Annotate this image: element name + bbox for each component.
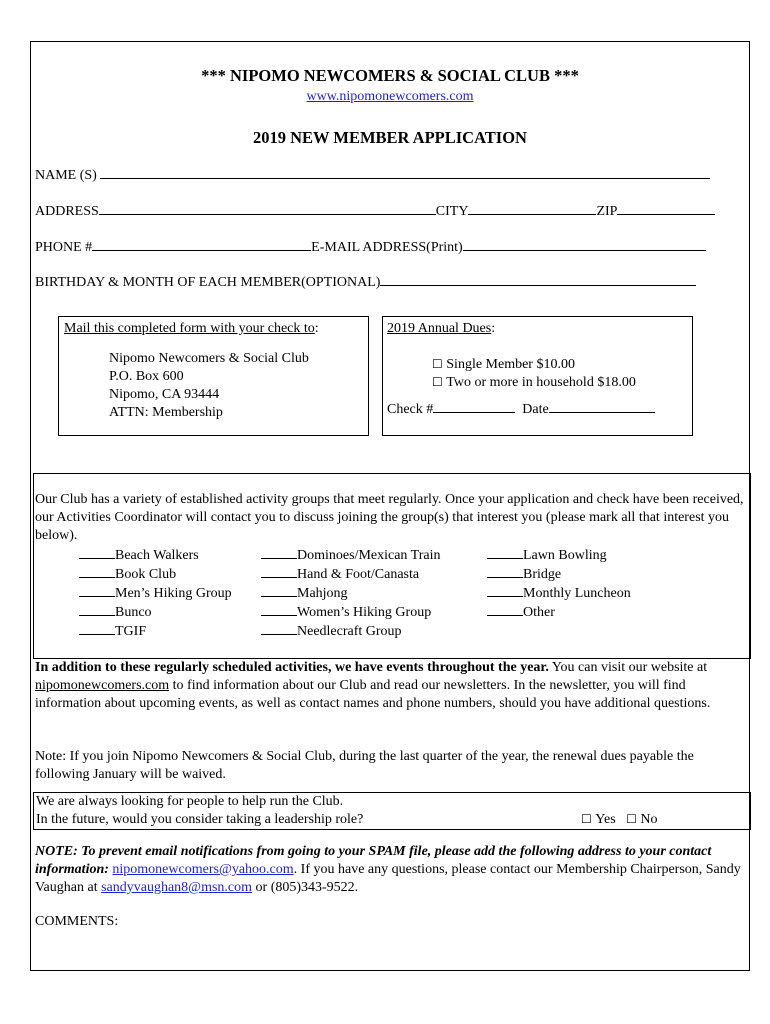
chair-email-link[interactable]: sandyvaughan8@msn.com bbox=[101, 880, 253, 895]
phone-label: PHONE # bbox=[35, 240, 93, 255]
activity-blank[interactable] bbox=[487, 603, 523, 616]
activity-blank[interactable] bbox=[261, 546, 297, 559]
application-form bbox=[30, 41, 750, 971]
activity-item: Bridge bbox=[523, 567, 562, 582]
leadership-box bbox=[33, 792, 751, 830]
mail-address-line: Nipomo Newcomers & Social Club bbox=[109, 351, 309, 366]
spam-note: NOTE: To prevent email notifications from going to your SPAM file, please add the following address to your contact information: nipomonewcomers@yahoo.com. If you have any questions, please contact our Membership Chairperson, Sandy Vaughan at sandyvaughan8@msn.com or (805)343-9522. bbox=[35, 844, 741, 895]
mail-to-box: Mail this completed form with your check to: Nipomo Newcomers & Social Club P.O. Box 600 Nipomo, CA 93444 ATTN: Membership bbox=[58, 316, 369, 436]
city-field[interactable] bbox=[468, 202, 596, 215]
zip-label: ZIP bbox=[596, 204, 618, 219]
activity-item: Bunco bbox=[115, 605, 152, 620]
activity-blank[interactable] bbox=[261, 603, 297, 616]
email-label: E-MAIL ADDRESS(Print) bbox=[311, 240, 463, 255]
activity-blank[interactable] bbox=[487, 584, 523, 597]
activities-column-1 bbox=[79, 546, 232, 641]
activity-item: TGIF bbox=[115, 624, 147, 639]
phone-field[interactable] bbox=[92, 238, 311, 251]
activity-blank[interactable] bbox=[79, 622, 115, 635]
city-label: CITY bbox=[435, 204, 469, 219]
activity-blank[interactable] bbox=[261, 584, 297, 597]
club-title: *** NIPOMO NEWCOMERS & SOCIAL CLUB *** bbox=[201, 66, 579, 85]
mail-address-line: Nipomo, CA 93444 bbox=[109, 387, 220, 402]
leadership-line-1: We are always looking for people to help run the Club. bbox=[36, 794, 344, 809]
application-subtitle: 2019 NEW MEMBER APPLICATION bbox=[253, 128, 527, 147]
activity-blank[interactable] bbox=[79, 584, 115, 597]
activities-intro: Our Club has a variety of established activity groups that meet regularly. Once your application and check have been received, our Activities Coordinator will contact you to discuss joining the group(s) that interest you (please mark all that interest you below). bbox=[35, 492, 744, 543]
dues-option: Two or more in household $18.00 bbox=[446, 375, 636, 390]
activity-item: Monthly Luncheon bbox=[523, 586, 631, 601]
name-field[interactable] bbox=[100, 166, 710, 179]
activity-blank[interactable] bbox=[261, 622, 297, 635]
check-label: Check # bbox=[387, 402, 434, 417]
website-link[interactable]: www.nipomonewcomers.com bbox=[306, 89, 474, 104]
activity-blank[interactable] bbox=[487, 546, 523, 559]
checkbox-icon[interactable]: ☐ bbox=[432, 375, 443, 389]
club-email-link[interactable]: nipomonewcomers@yahoo.com bbox=[112, 862, 294, 877]
activity-blank[interactable] bbox=[79, 565, 115, 578]
activity-blank[interactable] bbox=[79, 603, 115, 616]
yes-label: Yes bbox=[595, 812, 616, 827]
activity-item: Hand & Foot/Canasta bbox=[297, 567, 420, 582]
activity-item: Dominoes/Mexican Train bbox=[297, 548, 441, 563]
activity-item: Lawn Bowling bbox=[523, 548, 607, 563]
mail-heading: Mail this completed form with your check to bbox=[64, 321, 315, 336]
zip-field[interactable] bbox=[617, 202, 715, 215]
checkbox-icon[interactable]: ☐ bbox=[432, 357, 443, 371]
date-label: Date bbox=[522, 402, 549, 417]
check-field[interactable] bbox=[433, 400, 515, 413]
email-field[interactable] bbox=[463, 238, 706, 251]
events-paragraph: In addition to these regularly scheduled activities, we have events throughout the year. You can visit our website at nipomonewcomers.com to find information about our Club and read our newsletters. In the newsletter, you will find information about upcoming events, as well as contact names and phone numbers, should you have additional questions. bbox=[35, 660, 711, 711]
note-paragraph: Note: If you join Nipomo Newcomers & Social Club, during the last quarter of the year, the renewal dues payable the following January will be waived. bbox=[35, 749, 694, 782]
dues-box: 2019 Annual Dues: ☐ Single Member $10.00 ☐ Two or more in household $18.00 Check # Date bbox=[382, 316, 693, 436]
checkbox-icon[interactable]: ☐ bbox=[581, 812, 592, 826]
website-link-inline[interactable]: nipomonewcomers.com bbox=[35, 678, 170, 693]
activity-blank[interactable] bbox=[261, 565, 297, 578]
date-field[interactable] bbox=[549, 400, 655, 413]
birthday-label: BIRTHDAY & MONTH OF EACH MEMBER(OPTIONAL) bbox=[35, 275, 381, 290]
activity-item: Book Club bbox=[115, 567, 177, 582]
activity-item: Needlecraft Group bbox=[297, 624, 402, 639]
activity-item: Men’s Hiking Group bbox=[115, 586, 232, 601]
activities-column-3 bbox=[487, 546, 631, 622]
activity-item: Beach Walkers bbox=[115, 548, 199, 563]
activities-column-2 bbox=[261, 546, 441, 641]
name-label: NAME (S) bbox=[35, 168, 97, 183]
comments-label: COMMENTS: bbox=[35, 914, 119, 929]
dues-option: Single Member $10.00 bbox=[446, 357, 575, 372]
activity-item: Mahjong bbox=[297, 586, 348, 601]
dues-heading: 2019 Annual Dues bbox=[387, 321, 492, 336]
activity-blank[interactable] bbox=[79, 546, 115, 559]
leadership-question: In the future, would you consider taking a leadership role? bbox=[36, 812, 364, 827]
activities-box bbox=[33, 473, 751, 659]
birthday-field[interactable] bbox=[380, 273, 696, 286]
activity-item: Other bbox=[523, 605, 555, 620]
address-field[interactable] bbox=[99, 202, 436, 215]
address-label: ADDRESS bbox=[35, 204, 99, 219]
activity-blank[interactable] bbox=[487, 565, 523, 578]
no-label: No bbox=[640, 812, 658, 827]
mail-address-line: P.O. Box 600 bbox=[109, 369, 184, 384]
activity-item: Women’s Hiking Group bbox=[297, 605, 432, 620]
mail-address-line: ATTN: Membership bbox=[109, 405, 223, 420]
checkbox-icon[interactable]: ☐ bbox=[626, 812, 637, 826]
